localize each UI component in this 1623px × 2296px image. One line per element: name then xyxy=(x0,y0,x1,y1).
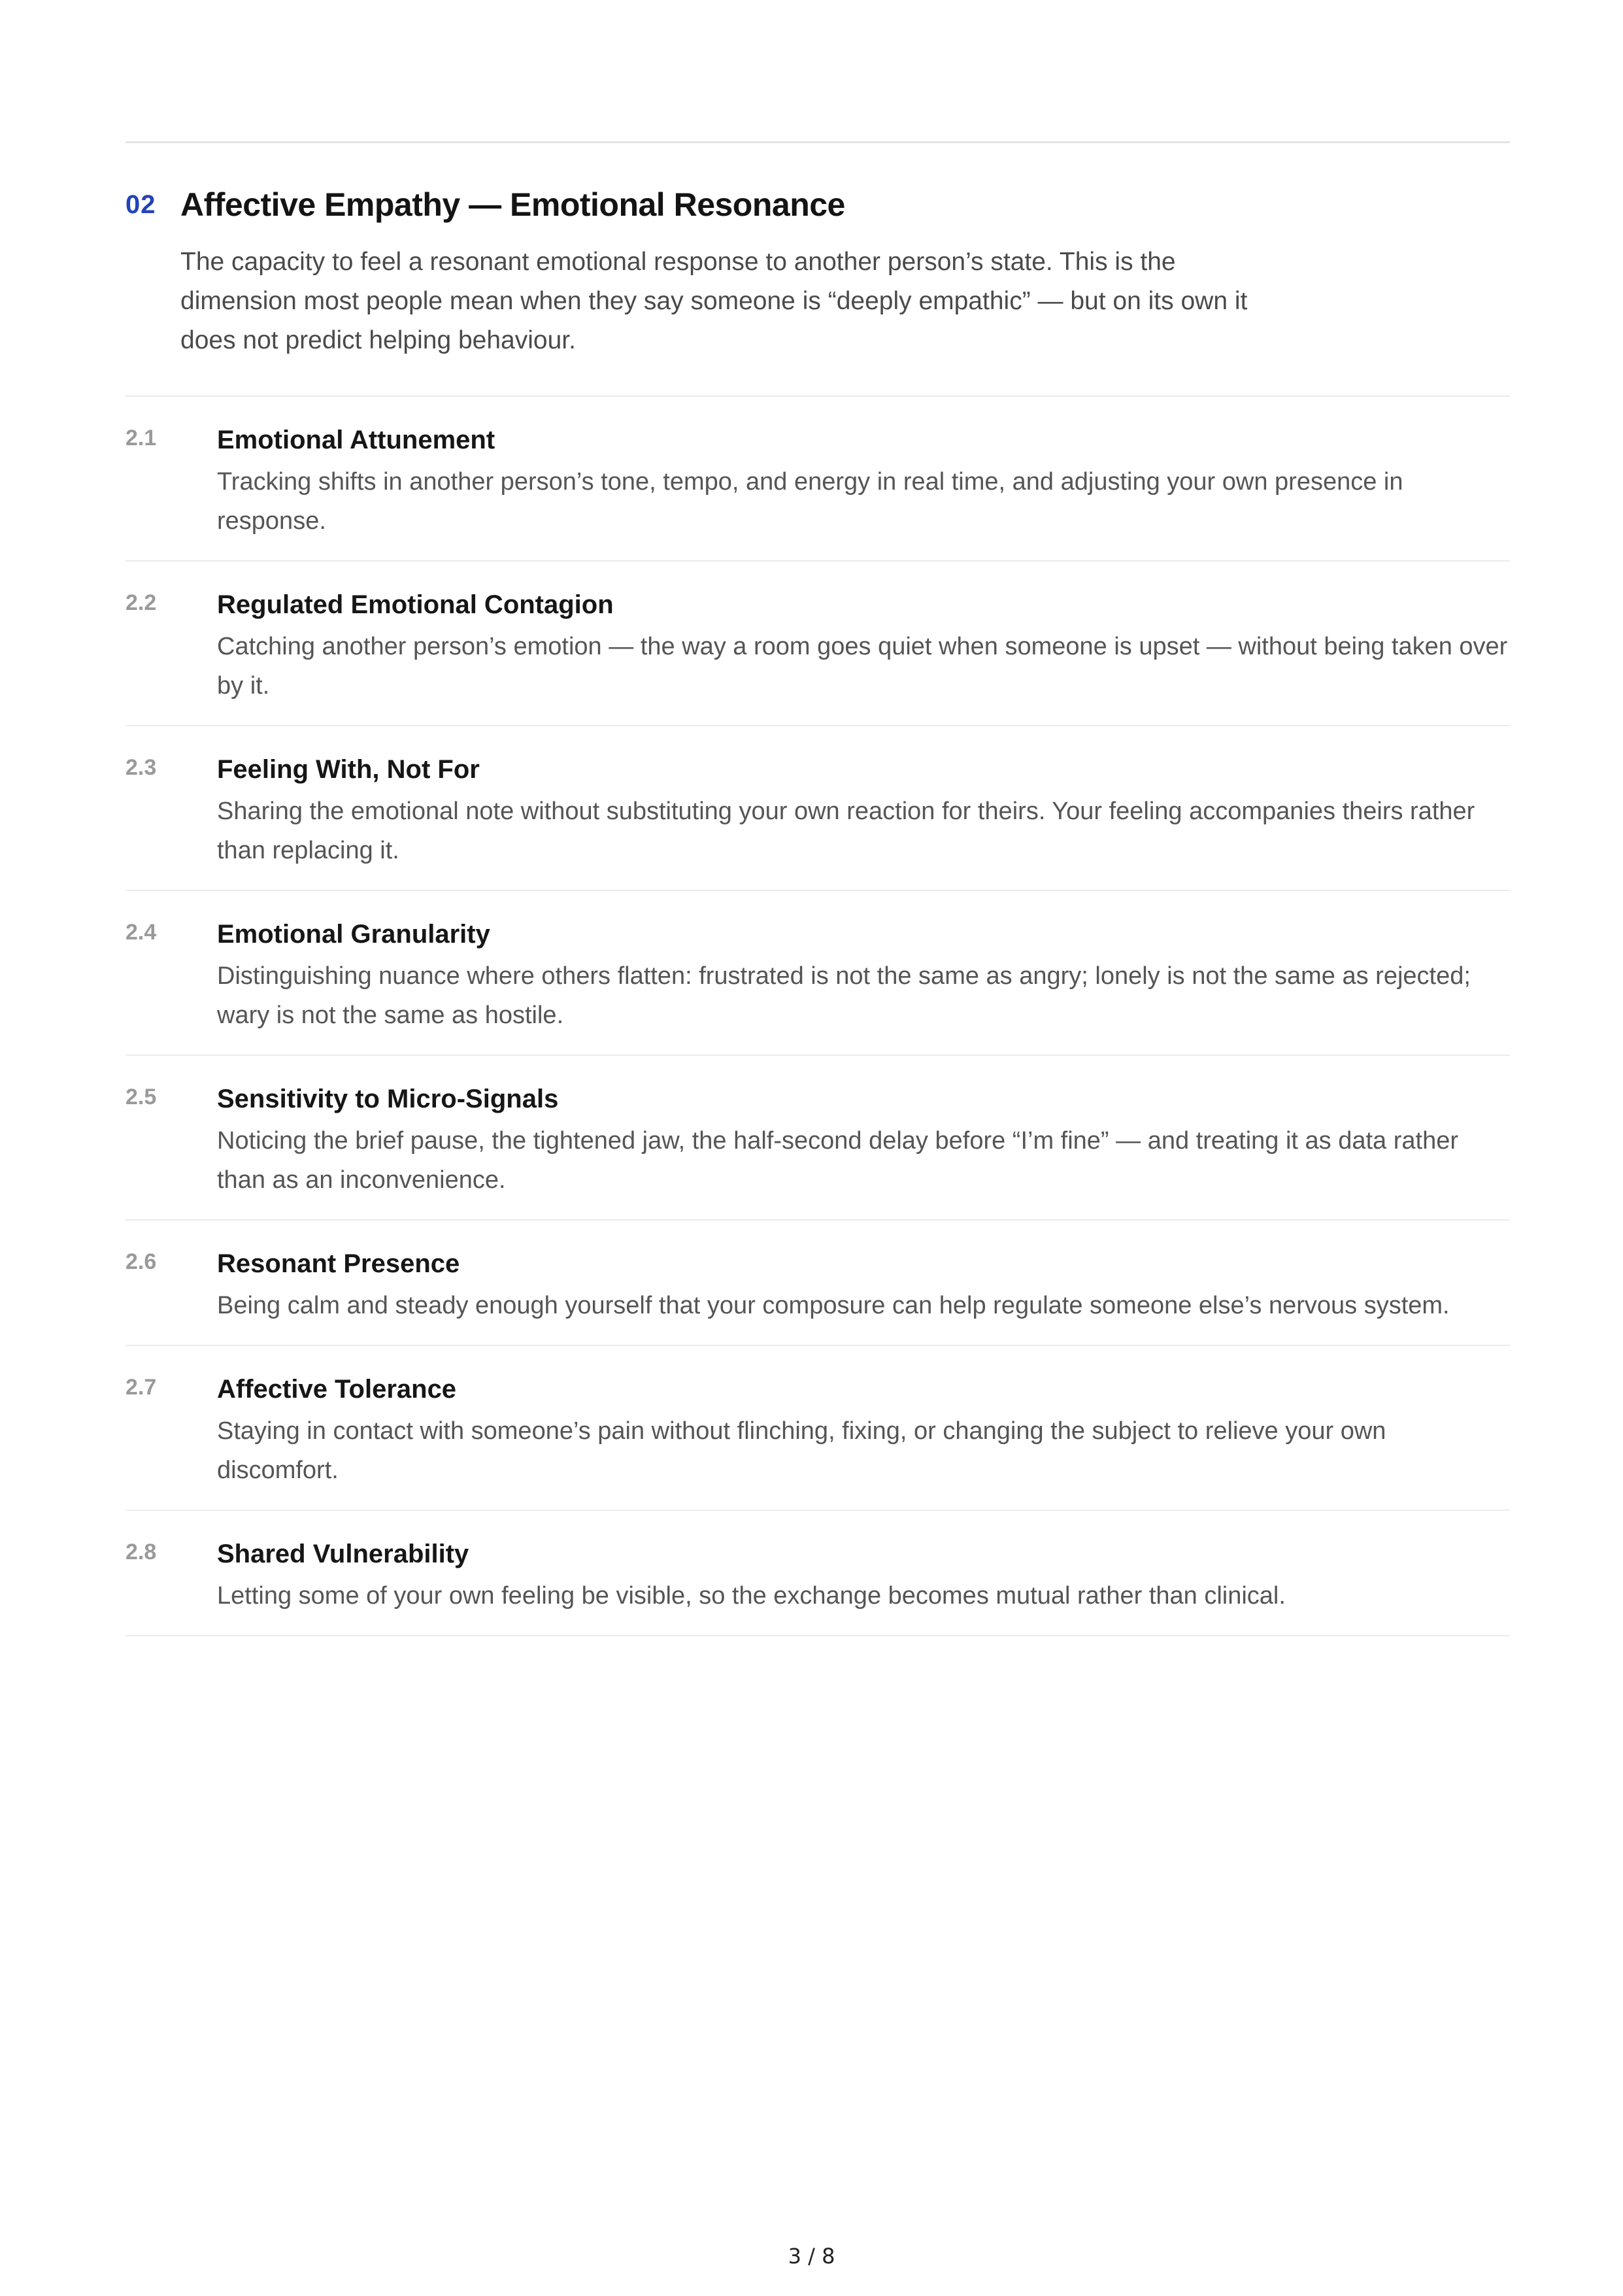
item-list xyxy=(125,397,1510,1636)
top-divider xyxy=(125,141,1510,143)
item-title: Shared Vulnerability xyxy=(217,1540,469,1568)
item-title: Feeling With, Not For xyxy=(217,755,480,784)
item-description: Noticing the brief pause, the tightened jaw, the half-second delay before “I’m fine” — and treating it as data rather than as an inconvenience. xyxy=(217,1127,1458,1194)
item-description: Letting some of your own feeling be visible, so the exchange becomes mutual rather than clinical. xyxy=(217,1582,1286,1610)
list-item xyxy=(125,891,1510,1056)
item-title: Emotional Attunement xyxy=(217,426,495,454)
item-description: Tracking shifts in another person’s tone, tempo, and energy in real time, and adjusting your own presence in response. xyxy=(217,468,1403,535)
list-item xyxy=(125,562,1510,726)
list-item xyxy=(125,726,1510,891)
list-item xyxy=(125,1221,1510,1346)
item-title: Affective Tolerance xyxy=(217,1375,457,1404)
item-number: 2.6 xyxy=(125,1249,157,1274)
item-description: Distinguishing nuance where others flatten: frustrated is not the same as angry; lonely is not the same as rejected; wary is not the same as hostile. xyxy=(217,962,1471,1029)
section-header xyxy=(125,182,1510,360)
section-number: 02 xyxy=(125,190,156,219)
document-page xyxy=(125,141,1510,1636)
item-number: 2.1 xyxy=(125,426,157,450)
item-number: 2.4 xyxy=(125,920,157,945)
item-number: 2.3 xyxy=(125,755,157,780)
item-number: 2.7 xyxy=(125,1375,157,1400)
list-item xyxy=(125,1346,1510,1511)
item-title: Regulated Emotional Contagion xyxy=(217,590,614,619)
item-description: Sharing the emotional note without substituting your own reaction for theirs. Your feeling accompanies theirs rather than replacing it. xyxy=(217,798,1475,864)
item-title: Sensitivity to Micro-Signals xyxy=(217,1085,559,1113)
list-item xyxy=(125,397,1510,562)
section-intro: The capacity to feel a resonant emotional response to another person’s state. This is the dimension most people mean when they say someone is “deeply empathic” — but on its own it does not predict helping behaviour. xyxy=(180,248,1248,354)
section-title: Affective Empathy — Emotional Resonance xyxy=(180,186,845,223)
list-item xyxy=(125,1056,1510,1221)
item-description: Staying in contact with someone’s pain without flinching, fixing, or changing the subject to relieve your own discomfort. xyxy=(217,1417,1386,1484)
list-item xyxy=(125,1511,1510,1636)
item-description: Being calm and steady enough yourself that your composure can help regulate someone else’s nervous system. xyxy=(217,1292,1450,1319)
item-title: Resonant Presence xyxy=(217,1249,460,1278)
item-title: Emotional Granularity xyxy=(217,920,490,949)
item-number: 2.2 xyxy=(125,590,157,615)
item-description: Catching another person’s emotion — the way a room goes quiet when someone is upset — without being taken over by it. xyxy=(217,633,1508,700)
item-number: 2.5 xyxy=(125,1085,157,1109)
item-number: 2.8 xyxy=(125,1540,157,1564)
page-number: 3 / 8 xyxy=(788,2244,835,2269)
